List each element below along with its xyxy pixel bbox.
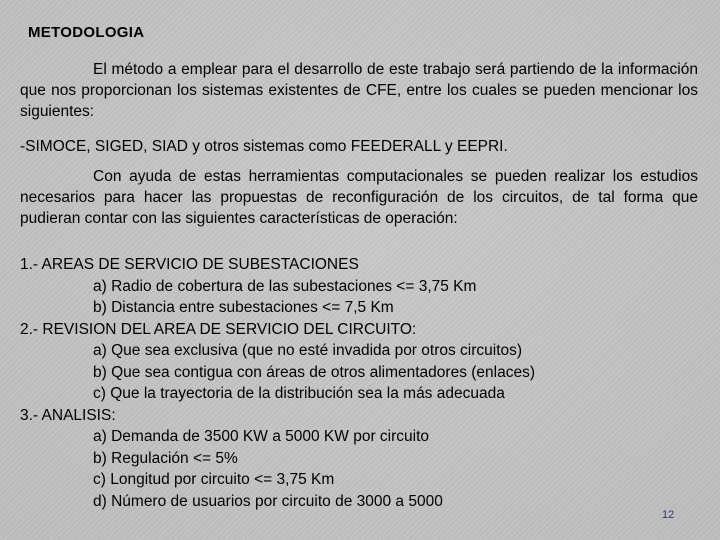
characteristics-list [20, 254, 700, 512]
systems-paragraph: -SIMOCE, SIGED, SIAD y otros sistemas como FEEDERALL y EEPRI. [20, 138, 508, 155]
list-item: a) Demanda de 3500 KW a 5000 KW por circuito [93, 428, 430, 445]
list-item: a) Que sea exclusiva (que no esté invadida por otros circuitos) [93, 342, 523, 359]
list-item: a) Radio de cobertura de las subestaciones <= 3,75 Km [93, 277, 477, 295]
list-item: b) Distancia entre subestaciones <= 7,5 Km [93, 299, 394, 316]
tools-paragraph: Con ayuda de estas herramientas computacionales se pueden realizar los estudios necesarios para hacer las propuestas de reconfiguración de los circuitos, de tal forma que pudieran contar con las siguientes características de operación: [20, 168, 698, 227]
page-number: 12 [662, 509, 675, 521]
intro-paragraph: El método a emplear para el desarrollo de este trabajo será partiendo de la información que nos proporcionan los sistemas existentes de CFE, entre los cuales se pueden mencionar los siguientes: [20, 61, 698, 120]
section-heading: 2.- REVISION DEL AREA DE SERVICIO DEL CIRCUITO: [20, 320, 417, 338]
list-item: c) Que la trayectoria de la distribución sea la más adecuada [93, 385, 505, 402]
slide-title: METODOLOGIA [28, 24, 145, 41]
list-item: b) Regulación <= 5% [93, 449, 238, 467]
list-item: b) Que sea contigua con áreas de otros alimentadores (enlaces) [93, 363, 535, 381]
list-item: c) Longitud por circuito <= 3,75 Km [93, 471, 335, 488]
section-heading: 1.- AREAS DE SERVICIO DE SUBESTACIONES [20, 256, 359, 273]
list-item: d) Número de usuarios por circuito de 3000 a 5000 [93, 492, 443, 510]
section-heading: 3.- ANALISIS: [20, 406, 116, 424]
